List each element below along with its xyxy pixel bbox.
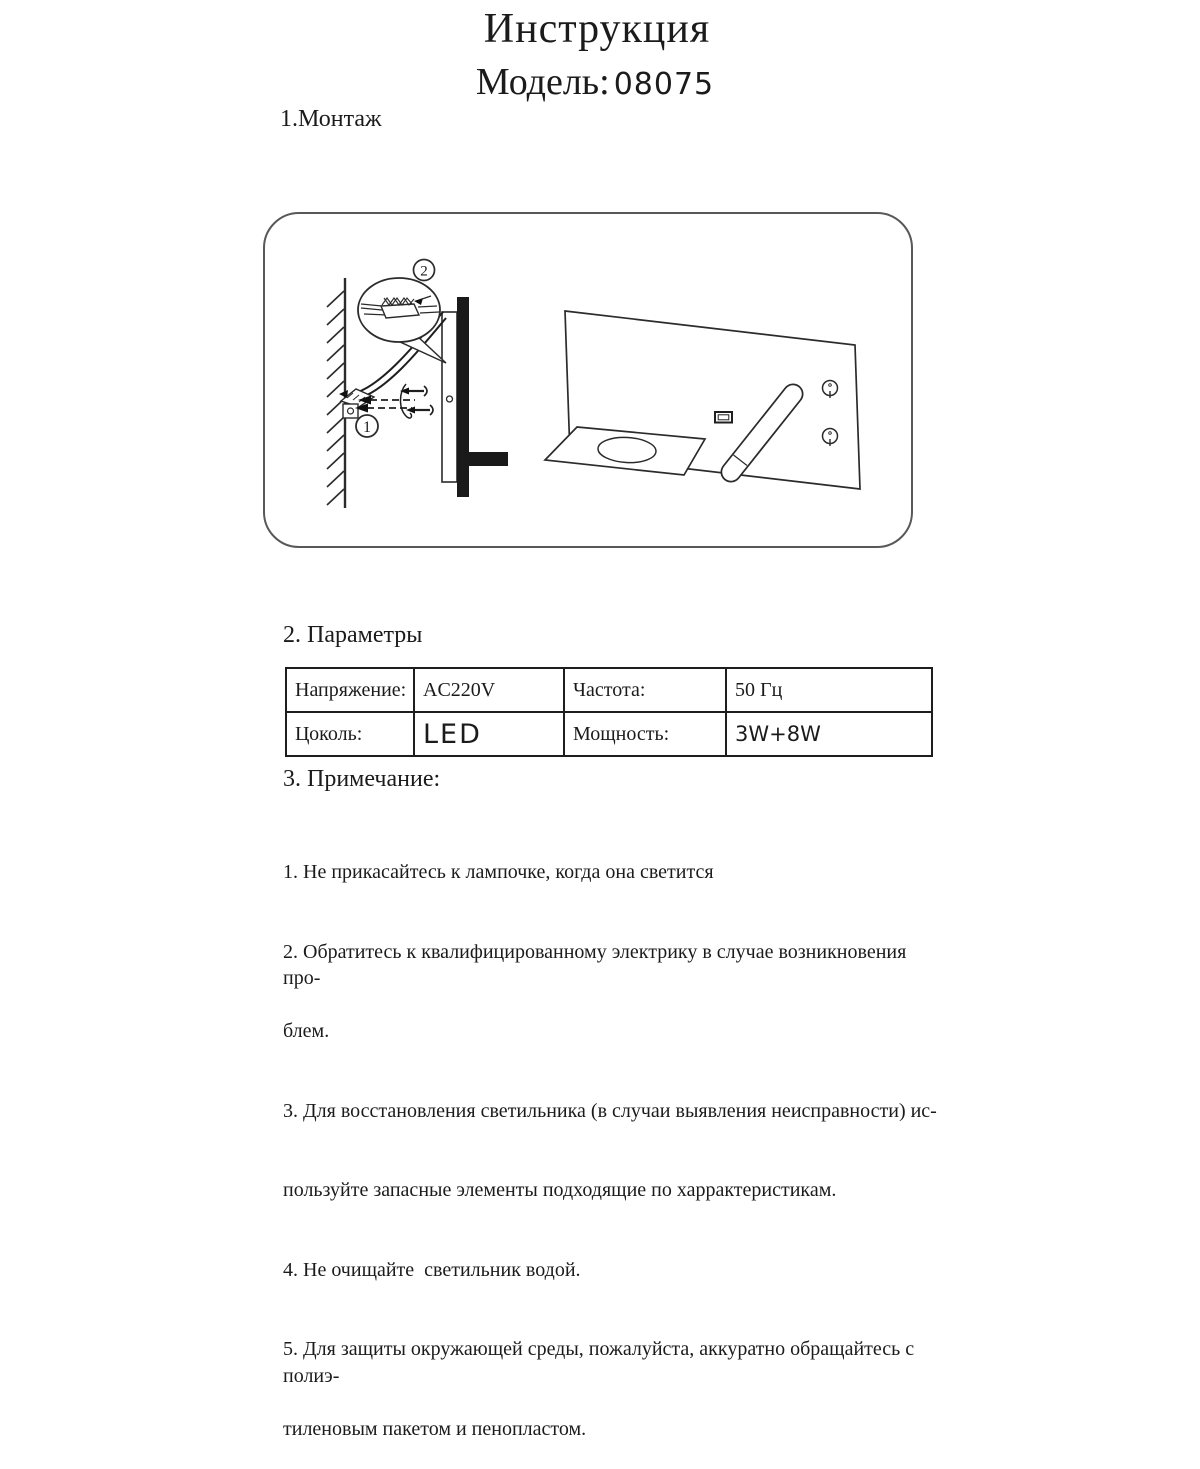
- wire-connector-detail: [358, 278, 446, 363]
- param-label-frequency: Частота:: [564, 668, 726, 712]
- notes-heading: 3. Примечание:: [283, 766, 441, 792]
- page-title: Инструкция: [483, 6, 711, 52]
- parameters-heading: 2. Параметры: [283, 622, 423, 648]
- param-value-power: 3W+8W: [726, 712, 932, 756]
- note-line: 3. Для восстановления светильника (в случаи выявления неисправности) ис-: [283, 1099, 937, 1122]
- note-line: 5. Для защиты окружающей среды, пожалуйста, аккуратно обращайтесь с полиэ-: [283, 1338, 920, 1387]
- param-label-socket: Цоколь:: [286, 712, 414, 756]
- mounting-diagram-panel: [263, 212, 913, 548]
- table-row: [286, 712, 932, 756]
- param-value-voltage: AC220V: [414, 668, 564, 712]
- page-header: [0, 6, 1194, 52]
- svg-text:2: 2: [420, 263, 428, 280]
- svg-text:1: 1: [363, 419, 371, 436]
- montage-heading: 1.Монтаж: [280, 106, 382, 132]
- model-label: Модель:: [475, 61, 610, 103]
- callout-1: [356, 415, 378, 437]
- model-number: 08075: [613, 67, 715, 102]
- callout-2: [414, 260, 435, 281]
- param-label-power: Мощность:: [564, 712, 726, 756]
- param-label-voltage: Напряжение:: [286, 668, 414, 712]
- param-value-frequency: 50 Гц: [726, 668, 932, 712]
- lamp-front-view: [545, 311, 860, 489]
- note-line: пользуйте запасные элементы подходящие по харрактеристикам.: [283, 1179, 837, 1201]
- note-line: блем.: [283, 1020, 330, 1042]
- terminal-block: [381, 304, 419, 318]
- param-value-socket: LED: [414, 712, 564, 756]
- note-line: 4. Не очищайте светильник водой.: [283, 1258, 581, 1281]
- model-row: [0, 60, 1190, 104]
- note-line: 1. Не прикасайтесь к лампочке, когда она светится: [283, 861, 714, 883]
- notes-list: [283, 806, 943, 1469]
- lamp-side-view: [442, 297, 508, 497]
- note-line: 2. Обратитесь к квалифицированному электрику в случае возникновения про-: [283, 940, 912, 989]
- table-row: [286, 668, 932, 712]
- usb-port: [715, 412, 732, 423]
- mounting-diagram: [265, 214, 911, 546]
- mounting-screws: [400, 384, 433, 418]
- note-line: тиленовым пакетом и пенопластом.: [283, 1417, 587, 1440]
- parameters-table: [285, 667, 933, 757]
